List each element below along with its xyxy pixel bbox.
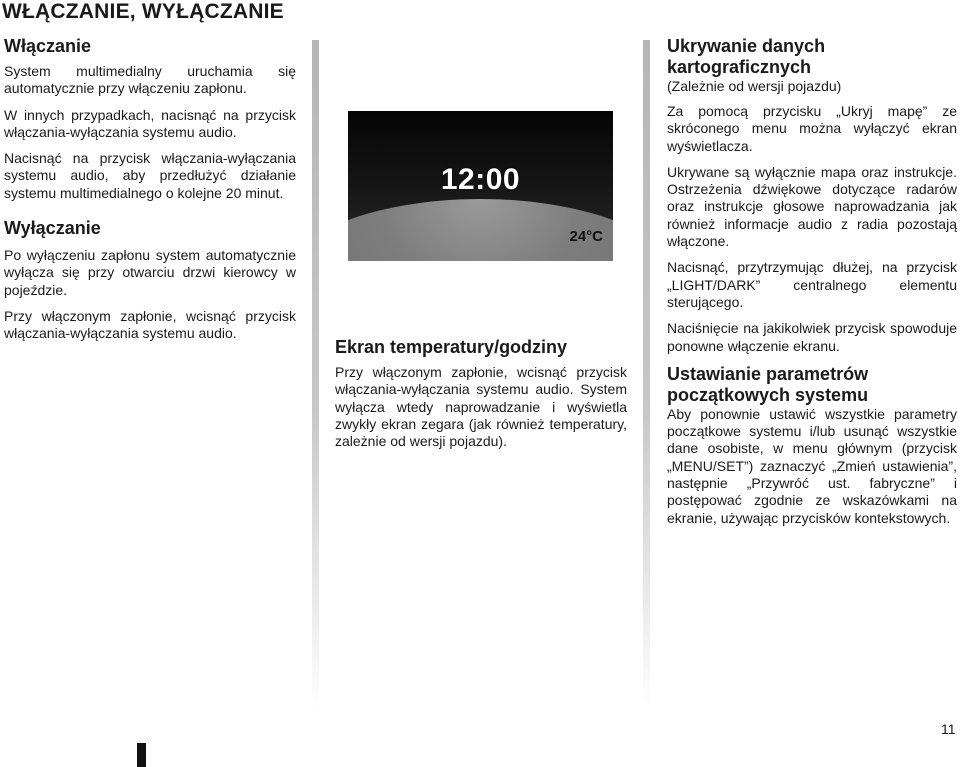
page-number: 11 xyxy=(941,721,956,737)
clock-screen-illustration xyxy=(348,111,613,261)
column-divider-bar xyxy=(643,40,650,710)
page-edge-marker xyxy=(137,743,146,767)
version-note: (Zależnie od wersji pojazdu) xyxy=(667,78,842,94)
column-map-settings xyxy=(667,36,957,536)
paragraph: System multimedialny uruchamia się automatycznie przy włączeniu zapłonu. xyxy=(4,63,296,97)
paragraph: Przy włączonym zapłonie, wcisnąć przycisk włączania-wyłączania systemu audio. xyxy=(4,307,296,342)
paragraph: Aby ponownie ustawić wszystkie parametry początkowe systemu i/lub usunąć wszystkie dane osobiste, w menu głównym (przycisk „MENU/SET”) zaznaczyć „Zmień ustawienia”, następnie „Przywróć ust. fabryczne” i postępować zgodnie ze wskazówkami na ekranie, używając przycisków kontekstowych. xyxy=(667,405,957,526)
clock-time: 12:00 xyxy=(440,163,521,196)
paragraph: Nacisnąć na przycisk włączania-wyłączania systemu audio, aby przedłużyć działanie systemu multimedialnego o kolejne 20 minut. xyxy=(4,150,296,201)
paragraph: Za pomocą przycisku „Ukryj mapę” ze skróconego menu można wyłączyć ekran wyświetlacza. xyxy=(667,103,957,154)
heading-hide-map-data: Ukrywanie danych kartograficznych xyxy=(667,36,826,77)
paragraph: W innych przypadkach, nacisnąć na przycisk włączania-wyłączania systemu audio. xyxy=(4,106,296,140)
column-divider-bar xyxy=(312,40,319,710)
heading-switching-off: Wyłączanie xyxy=(4,218,101,239)
paragraph: Nacisnąć, przytrzymując dłużej, na przycisk „LIGHT/DARK” centralnego elementu sterującego. xyxy=(667,259,957,310)
outside-temperature: 24°C xyxy=(569,228,603,245)
page-title: WŁĄCZANIE, WYŁĄCZANIE xyxy=(2,0,284,23)
paragraph: Przy włączonym zapłonie, wcisnąć przycisk włączania-wyłączania systemu audio. System wyłącza wtedy naprowadzanie i wyświetla zwykły ekran zegara (jak również temperatury, zależnie od wersji pojazdu). xyxy=(335,364,627,450)
heading-initial-settings: Ustawianie parametrów początkowych systemu xyxy=(667,363,869,405)
heading-switching-on: Włączanie xyxy=(4,36,92,56)
paragraph: Naciśnięcie na jakikolwiek przycisk spowoduje ponowne włączenie ekranu. xyxy=(667,320,957,354)
paragraph: Po wyłączeniu zapłonu system automatycznie wyłącza się przy otwarciu drzwi kierowcy w pojeździe. xyxy=(4,247,296,298)
heading-temperature-clock-screen: Ekran temperatury/godziny xyxy=(335,337,568,357)
paragraph: Ukrywane są wyłącznie mapa oraz instrukcje. Ostrzeżenia dźwiękowe dotyczące radarów oraz instrukcje głosowe naprowadzania jak również informacje audio z radia pozostają włączone. xyxy=(667,163,957,250)
column-power xyxy=(4,36,296,352)
